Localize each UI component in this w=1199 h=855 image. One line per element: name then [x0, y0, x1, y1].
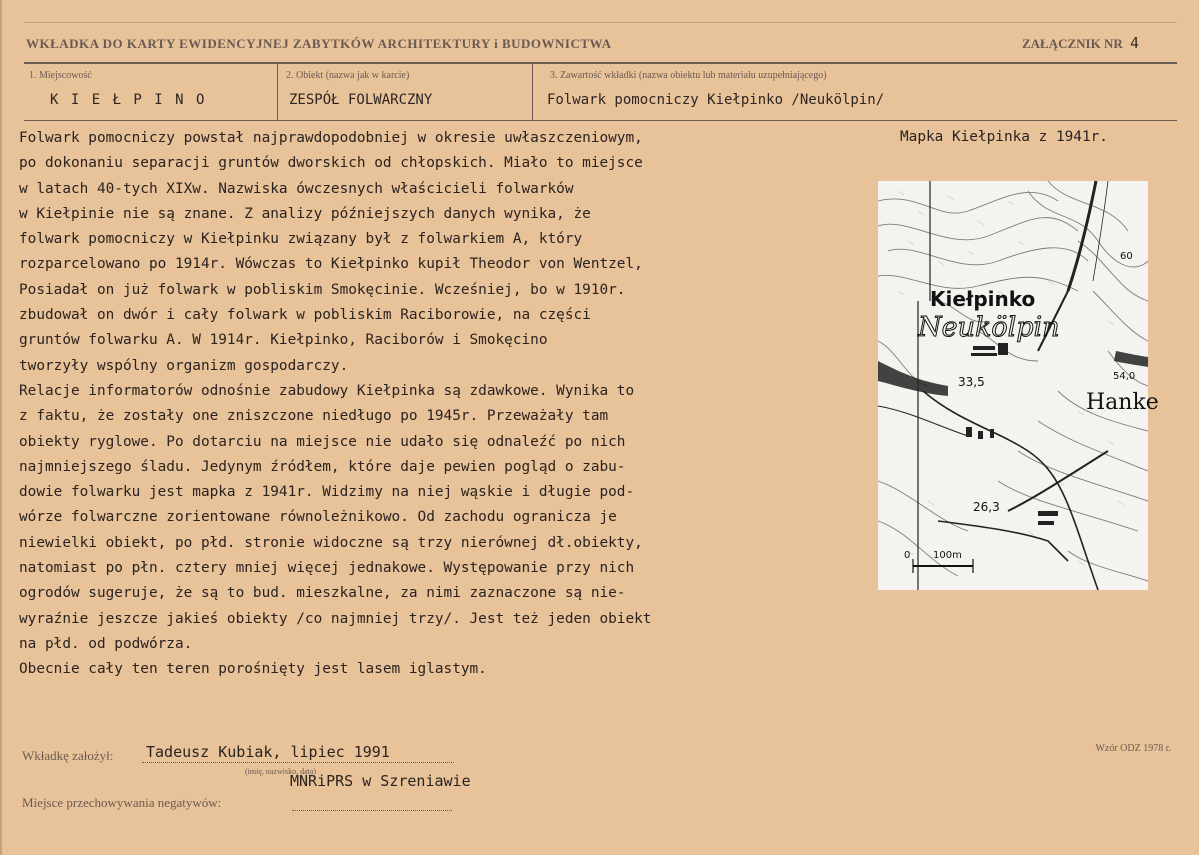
- map-drawing: [878, 181, 1159, 590]
- map-scale-zero: 0: [904, 550, 911, 561]
- map-caption: Mapka Kiełpinka z 1941r.: [900, 129, 1108, 145]
- top-border: [24, 22, 1177, 23]
- card-title: WKŁADKA DO KARTY EWIDENCYJNEJ ZABYTKÓW ARCHITEKTURY i BUDOWNICTWA: [26, 36, 612, 51]
- place-label: 1. Miejscowość: [29, 70, 92, 81]
- attachment-label-text: ZAŁĄCZNIK NR: [1021, 36, 1123, 51]
- map-image: [878, 181, 1159, 590]
- object-label: 2. Obiekt (nazwa jak w karcie): [286, 70, 410, 81]
- body-line: w Kiełpinie nie są znane. Z analizy późniejszych danych wynika, że: [19, 205, 591, 222]
- content-label: 3. Zawartość wkładki (nazwa obiektu lub materiału uzupełniającego): [550, 70, 827, 81]
- field-divider-2: [532, 64, 533, 120]
- body-line: niewielki obiekt, po płd. stronie widoczne są trzy nierównej dł.obiekty,: [19, 534, 643, 551]
- body-line: najmniejszego śladu. Jedynym źródłem, które daje pewien pogląd o zabu-: [19, 458, 626, 475]
- content-value: Folwark pomocniczy Kiełpinko /Neukölpin/: [547, 92, 885, 108]
- body-line: zbudował on dwór i cały folwark w pobliskim Raciborowie, na części: [19, 307, 591, 324]
- object-value: ZESPÓŁ FOLWARCZNY: [289, 92, 433, 108]
- map-elevation-2: 26,3: [973, 500, 1000, 514]
- field-divider-1: [277, 64, 278, 120]
- body-line: w latach 40-tych XIXw. Nazwiska ówczesnych właścicieli folwarków: [19, 180, 574, 197]
- author-hint: (imię, nazwisko, data): [245, 767, 317, 776]
- body-line: folwark pomocniczy w Kiełpinku związany był z folwarkiem A, który: [19, 231, 583, 248]
- body-line: obiekty ryglowe. Po dotarciu na miejsce nie udało się odnaleźć po nich: [19, 433, 626, 450]
- body-line: Obecnie cały ten teren porośnięty jest lasem iglastym.: [19, 661, 487, 678]
- body-line: po dokonaniu separacji gruntów dworskich od chłopskich. Miało to miejsce: [19, 155, 643, 172]
- institution-value: MNRiPRS w Szreniawie: [290, 772, 471, 790]
- body-line: z faktu, że zostały one zniszczone niedługo po 1945r. Przeważały tam: [19, 408, 609, 425]
- body-line: wórze folwarczne zorientowane równoleżnikowo. Od zachodu ogranicza je: [19, 509, 617, 526]
- author-underline: [142, 762, 454, 763]
- body-line: natomiast po płn. cztery mniej więcej jednakowe. Występowanie przy nich: [19, 560, 635, 577]
- body-line: dowie folwarku jest mapka z 1941r. Widzimy na niej wąskie i długie pod-: [19, 484, 635, 501]
- body-line: ogrodów sugeruje, że są to bud. mieszkalne, za nimi zaznaczone są nie-: [19, 585, 626, 602]
- body-line: gruntów folwarku A. W 1914r. Kiełpinko, Raciborów i Smokęcino: [19, 332, 548, 349]
- fields-divider: [24, 120, 1177, 121]
- author-label: Wkładkę założył:: [22, 748, 114, 763]
- body-line: rozparcelowano po 1914r. Wówczas to Kiełpinko kupił Theodor von Wentzel,: [19, 256, 643, 273]
- body-line: wyraźnie jeszcze jakieś obiekty /co najmniej trzy/. Jest też jeden obiekt: [19, 610, 652, 627]
- body-line: Posiadał on już folwark w pobliskim Smokęcinie. Wcześniej, bo w 1910r.: [19, 281, 626, 298]
- map-elevation-3: 60: [1120, 251, 1133, 262]
- body-line: Relacje informatorów odnośnie zabudowy Kiełpinka są zdawkowe. Wynika to: [19, 382, 635, 399]
- place-value: K I E Ł P I N O: [50, 92, 207, 108]
- form-code: Wzór ODZ 1978 r.: [1095, 743, 1171, 754]
- negatives-underline: [292, 810, 452, 811]
- author-value: Tadeusz Kubiak, lipiec 1991: [146, 743, 390, 761]
- map-label-german: Neukölpin: [918, 312, 1060, 343]
- header-divider: [24, 62, 1177, 64]
- map-elevation-4: 54,0: [1113, 371, 1136, 382]
- map-label-hank: Hanke: [1086, 390, 1159, 415]
- attachment-number: 4: [1129, 34, 1139, 52]
- body-line: tworzyły wspólny organizm gospodarczy.: [19, 357, 349, 374]
- body-text: [19, 126, 819, 683]
- attachment-label: [1022, 34, 1139, 52]
- map-scale-label: 100m: [933, 550, 962, 561]
- body-line: na płd. od podwórza.: [19, 635, 193, 652]
- body-line: Folwark pomocniczy powstał najprawdopodobniej w okresie uwłaszczeniowym,: [19, 130, 643, 146]
- map-elevation-1: 33,5: [958, 375, 985, 389]
- negatives-label: Miejsce przechowywania negatywów:: [22, 795, 222, 810]
- map-label-place: Kiełpinko: [930, 287, 1036, 311]
